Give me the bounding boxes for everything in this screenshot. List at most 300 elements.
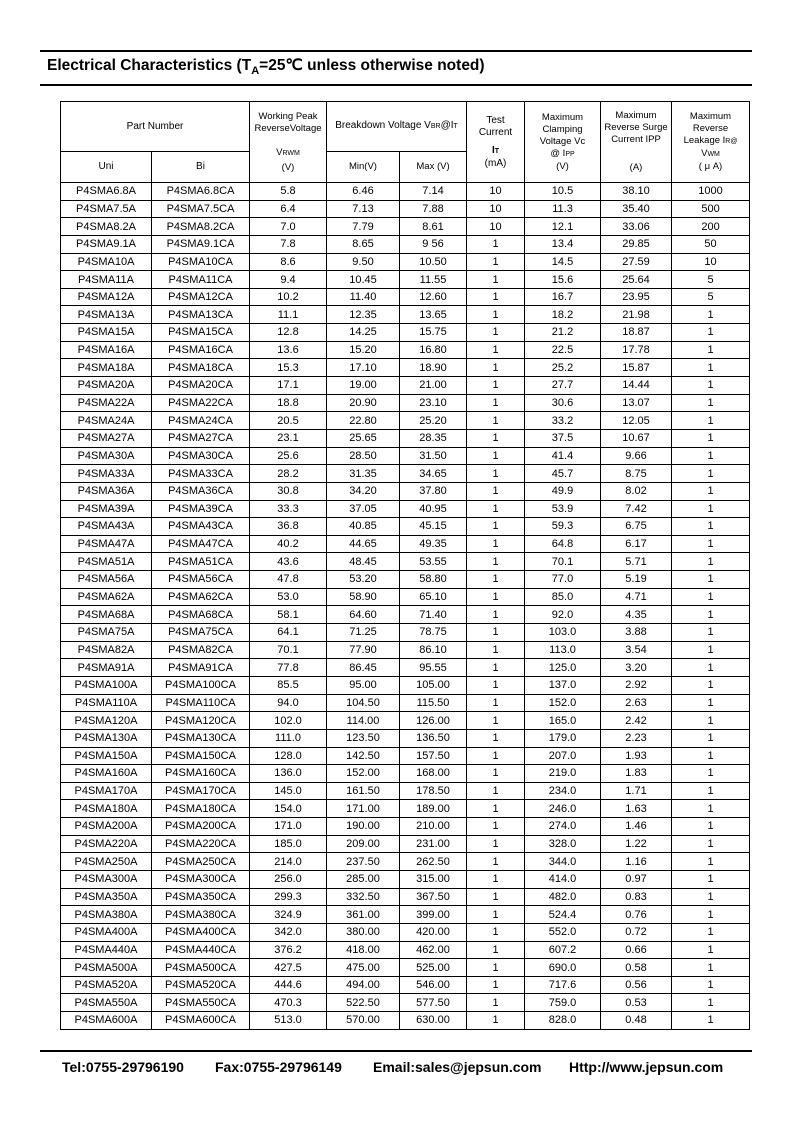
cell-breakdown-min: 380.00 — [327, 923, 400, 941]
table-row — [61, 218, 750, 236]
cell-breakdown-max: 262.50 — [400, 853, 467, 871]
cell-reverse-leakage: 1 — [672, 765, 750, 783]
cell-bi-part: P4SMA20CA — [152, 377, 250, 395]
cell-clamping-voltage: 125.0 — [525, 659, 601, 677]
table-row — [61, 923, 750, 941]
cell-uni-part: P4SMA24A — [61, 412, 152, 430]
cell-breakdown-max: 168.00 — [400, 765, 467, 783]
cell-breakdown-min: 494.00 — [327, 976, 400, 994]
cell-bi-part: P4SMA9.1CA — [152, 235, 250, 253]
table-row — [61, 324, 750, 342]
cell-breakdown-max: 7.88 — [400, 200, 467, 218]
cell-bi-part: P4SMA100CA — [152, 676, 250, 694]
header-working-peak-symbol — [250, 147, 326, 160]
cell-bi-part: P4SMA18CA — [152, 359, 250, 377]
cell-bi-part: P4SMA36CA — [152, 482, 250, 500]
cell-reverse-leakage: 1 — [672, 800, 750, 818]
header-test-line2: Current — [478, 126, 513, 138]
header-test-symbol-text: I — [491, 144, 495, 156]
cell-uni-part: P4SMA550A — [61, 994, 152, 1012]
header-breakdown-sub: BR — [430, 123, 441, 130]
cell-working-peak-voltage: 85.5 — [250, 676, 327, 694]
cell-uni-part: P4SMA20A — [61, 377, 152, 395]
cell-uni-part: P4SMA6.8A — [61, 183, 152, 201]
cell-breakdown-max: 37.80 — [400, 482, 467, 500]
cell-clamping-voltage: 53.9 — [525, 500, 601, 518]
cell-breakdown-max: 105.00 — [400, 676, 467, 694]
header-part-number — [61, 102, 250, 152]
cell-breakdown-min: 25.65 — [327, 429, 400, 447]
cell-clamping-voltage: 552.0 — [525, 923, 601, 941]
cell-breakdown-min: 14.25 — [327, 324, 400, 342]
cell-bi-part: P4SMA62CA — [152, 588, 250, 606]
table-row — [61, 500, 750, 518]
cell-test-current: 10 — [467, 200, 525, 218]
cell-surge-current: 17.78 — [601, 341, 672, 359]
cell-working-peak-voltage: 28.2 — [250, 465, 327, 483]
table-row — [61, 447, 750, 465]
cell-working-peak-voltage: 299.3 — [250, 888, 327, 906]
cell-breakdown-min: 237.50 — [327, 853, 400, 871]
cell-reverse-leakage: 1 — [672, 359, 750, 377]
table-row — [61, 994, 750, 1012]
cell-working-peak-voltage: 102.0 — [250, 712, 327, 730]
cell-clamping-voltage: 828.0 — [525, 1012, 601, 1030]
cell-clamping-voltage: 49.9 — [525, 482, 601, 500]
cell-reverse-leakage: 1 — [672, 571, 750, 589]
cell-reverse-leakage: 50 — [672, 235, 750, 253]
cell-breakdown-min: 17.10 — [327, 359, 400, 377]
cell-bi-part: P4SMA47CA — [152, 535, 250, 553]
cell-clamping-voltage: 607.2 — [525, 941, 601, 959]
table-row — [61, 606, 750, 624]
cell-clamping-voltage: 45.7 — [525, 465, 601, 483]
cell-breakdown-max: 126.00 — [400, 712, 467, 730]
cell-reverse-leakage: 1 — [672, 1012, 750, 1030]
cell-test-current: 1 — [467, 712, 525, 730]
header-working-peak-line1: Working Peak — [258, 110, 318, 122]
cell-uni-part: P4SMA56A — [61, 571, 152, 589]
cell-reverse-leakage: 1 — [672, 747, 750, 765]
cell-test-current: 1 — [467, 518, 525, 536]
cell-bi-part: P4SMA10CA — [152, 253, 250, 271]
cell-reverse-leakage: 1000 — [672, 183, 750, 201]
cell-working-peak-voltage: 128.0 — [250, 747, 327, 765]
cell-test-current: 1 — [467, 923, 525, 941]
cell-breakdown-min: 95.00 — [327, 676, 400, 694]
cell-test-current: 1 — [467, 359, 525, 377]
cell-surge-current: 0.97 — [601, 870, 672, 888]
cell-reverse-leakage: 1 — [672, 324, 750, 342]
cell-working-peak-voltage: 53.0 — [250, 588, 327, 606]
footer-rule — [40, 1050, 752, 1052]
cell-test-current: 1 — [467, 535, 525, 553]
table-row — [61, 835, 750, 853]
cell-clamping-voltage: 717.6 — [525, 976, 601, 994]
cell-working-peak-voltage: 136.0 — [250, 765, 327, 783]
cell-uni-part: P4SMA150A — [61, 747, 152, 765]
cell-breakdown-max: 95.55 — [400, 659, 467, 677]
cell-breakdown-max: 11.55 — [400, 271, 467, 289]
table-row — [61, 271, 750, 289]
cell-uni-part: P4SMA9.1A — [61, 235, 152, 253]
cell-working-peak-voltage: 36.8 — [250, 518, 327, 536]
header-working-peak-line2: ReverseVoltage — [254, 122, 322, 134]
cell-uni-part: P4SMA22A — [61, 394, 152, 412]
cell-bi-part: P4SMA150CA — [152, 747, 250, 765]
cell-bi-part: P4SMA16CA — [152, 341, 250, 359]
cell-test-current: 1 — [467, 341, 525, 359]
cell-test-current: 1 — [467, 571, 525, 589]
cell-uni-part: P4SMA33A — [61, 465, 152, 483]
cell-uni-part: P4SMA11A — [61, 271, 152, 289]
title-subscript: A — [251, 65, 260, 77]
cell-surge-current: 14.44 — [601, 377, 672, 395]
cell-clamping-voltage: 77.0 — [525, 571, 601, 589]
cell-uni-part: P4SMA30A — [61, 447, 152, 465]
cell-test-current: 1 — [467, 394, 525, 412]
cell-test-current: 1 — [467, 641, 525, 659]
cell-reverse-leakage: 1 — [672, 588, 750, 606]
header-min-label: Min(V) — [349, 161, 377, 172]
table-row — [61, 818, 750, 836]
cell-uni-part: P4SMA110A — [61, 694, 152, 712]
cell-bi-part: P4SMA11CA — [152, 271, 250, 289]
cell-clamping-voltage: 219.0 — [525, 765, 601, 783]
header-working-peak-unit: (V) — [281, 161, 295, 173]
cell-surge-current: 38.10 — [601, 183, 672, 201]
cell-working-peak-voltage: 33.3 — [250, 500, 327, 518]
cell-surge-current: 0.58 — [601, 959, 672, 977]
cell-breakdown-min: 19.00 — [327, 377, 400, 395]
cell-breakdown-max: 115.50 — [400, 694, 467, 712]
table-row — [61, 518, 750, 536]
cell-uni-part: P4SMA91A — [61, 659, 152, 677]
cell-breakdown-max: 25.20 — [400, 412, 467, 430]
cell-reverse-leakage: 1 — [672, 835, 750, 853]
cell-breakdown-max: 420.00 — [400, 923, 467, 941]
cell-bi-part: P4SMA22CA — [152, 394, 250, 412]
table-row — [61, 765, 750, 783]
cell-clamping-voltage: 152.0 — [525, 694, 601, 712]
cell-uni-part: P4SMA100A — [61, 676, 152, 694]
cell-working-peak-voltage: 427.5 — [250, 959, 327, 977]
cell-test-current: 1 — [467, 870, 525, 888]
cell-breakdown-max: 630.00 — [400, 1012, 467, 1030]
cell-reverse-leakage: 1 — [672, 923, 750, 941]
top-rule — [40, 50, 752, 52]
table-row — [61, 588, 750, 606]
cell-uni-part: P4SMA200A — [61, 818, 152, 836]
table-row — [61, 870, 750, 888]
header-leak-line3-prefix: Leakage I — [683, 135, 726, 146]
cell-surge-current: 29.85 — [601, 235, 672, 253]
cell-bi-part: P4SMA75CA — [152, 624, 250, 642]
cell-breakdown-max: 210.00 — [400, 818, 467, 836]
cell-working-peak-voltage: 470.3 — [250, 994, 327, 1012]
cell-surge-current: 1.63 — [601, 800, 672, 818]
cell-working-peak-voltage: 23.1 — [250, 429, 327, 447]
cell-clamping-voltage: 33.2 — [525, 412, 601, 430]
cell-bi-part: P4SMA91CA — [152, 659, 250, 677]
cell-breakdown-max: 40.95 — [400, 500, 467, 518]
cell-clamping-voltage: 524.4 — [525, 906, 601, 924]
table-row — [61, 782, 750, 800]
cell-clamping-voltage: 30.6 — [525, 394, 601, 412]
cell-working-peak-voltage: 376.2 — [250, 941, 327, 959]
cell-test-current: 1 — [467, 606, 525, 624]
cell-surge-current: 1.71 — [601, 782, 672, 800]
header-clamp-unit: (V) — [556, 160, 569, 172]
cell-surge-current: 2.92 — [601, 676, 672, 694]
header-max-label: Max (V) — [416, 161, 450, 172]
cell-working-peak-voltage: 8.6 — [250, 253, 327, 271]
cell-breakdown-max: 21.00 — [400, 377, 467, 395]
cell-clamping-voltage: 414.0 — [525, 870, 601, 888]
cell-reverse-leakage: 10 — [672, 253, 750, 271]
cell-breakdown-min: 114.00 — [327, 712, 400, 730]
cell-test-current: 1 — [467, 235, 525, 253]
cell-test-current: 10 — [467, 218, 525, 236]
cell-clamping-voltage: 165.0 — [525, 712, 601, 730]
cell-test-current: 1 — [467, 782, 525, 800]
cell-bi-part: P4SMA13CA — [152, 306, 250, 324]
cell-breakdown-max: 546.00 — [400, 976, 467, 994]
cell-clamping-voltage: 10.5 — [525, 183, 601, 201]
cell-bi-part: P4SMA24CA — [152, 412, 250, 430]
cell-reverse-leakage: 1 — [672, 853, 750, 871]
cell-test-current: 1 — [467, 271, 525, 289]
cell-test-current: 1 — [467, 588, 525, 606]
cell-clamping-voltage: 16.7 — [525, 288, 601, 306]
cell-breakdown-min: 570.00 — [327, 1012, 400, 1030]
cell-surge-current: 4.71 — [601, 588, 672, 606]
cell-surge-current: 3.88 — [601, 624, 672, 642]
cell-bi-part: P4SMA8.2CA — [152, 218, 250, 236]
cell-uni-part: P4SMA500A — [61, 959, 152, 977]
cell-surge-current: 2.23 — [601, 729, 672, 747]
cell-surge-current: 3.54 — [601, 641, 672, 659]
cell-working-peak-voltage: 256.0 — [250, 870, 327, 888]
table-row — [61, 235, 750, 253]
cell-breakdown-max: 28.35 — [400, 429, 467, 447]
cell-test-current: 1 — [467, 288, 525, 306]
table-row — [61, 571, 750, 589]
cell-reverse-leakage: 1 — [672, 624, 750, 642]
cell-bi-part: P4SMA440CA — [152, 941, 250, 959]
cell-reverse-leakage: 1 — [672, 659, 750, 677]
cell-uni-part: P4SMA520A — [61, 976, 152, 994]
cell-clamping-voltage: 92.0 — [525, 606, 601, 624]
cell-bi-part: P4SMA550CA — [152, 994, 250, 1012]
cell-test-current: 1 — [467, 800, 525, 818]
header-bi-label: Bi — [196, 161, 205, 172]
table-row — [61, 465, 750, 483]
cell-reverse-leakage: 1 — [672, 518, 750, 536]
header-leak-line4-prefix: V — [701, 148, 708, 159]
table-row — [61, 377, 750, 395]
cell-surge-current: 2.42 — [601, 712, 672, 730]
cell-breakdown-max: 367.50 — [400, 888, 467, 906]
cell-test-current: 1 — [467, 729, 525, 747]
cell-reverse-leakage: 1 — [672, 447, 750, 465]
cell-uni-part: P4SMA350A — [61, 888, 152, 906]
header-reverse-leakage — [672, 102, 750, 183]
header-leak-unit: ( μ A) — [698, 161, 723, 172]
cell-bi-part: P4SMA120CA — [152, 712, 250, 730]
table-row — [61, 1012, 750, 1030]
header-test-current — [467, 102, 525, 183]
header-leak-line4-sub: WM — [707, 151, 720, 158]
cell-uni-part: P4SMA75A — [61, 624, 152, 642]
cell-uni-part: P4SMA10A — [61, 253, 152, 271]
cell-breakdown-max: 13.65 — [400, 306, 467, 324]
header-working-peak-symbol-text: V — [276, 146, 283, 158]
cell-working-peak-voltage: 324.9 — [250, 906, 327, 924]
cell-breakdown-min: 9.50 — [327, 253, 400, 271]
cell-surge-current: 27.59 — [601, 253, 672, 271]
cell-breakdown-min: 190.00 — [327, 818, 400, 836]
table-row — [61, 183, 750, 201]
cell-working-peak-voltage: 12.8 — [250, 324, 327, 342]
cell-breakdown-min: 37.05 — [327, 500, 400, 518]
cell-test-current: 1 — [467, 465, 525, 483]
cell-breakdown-max: 315.00 — [400, 870, 467, 888]
cell-breakdown-min: 8.65 — [327, 235, 400, 253]
cell-breakdown-max: 53.55 — [400, 553, 467, 571]
header-uni — [61, 152, 152, 183]
table-row — [61, 906, 750, 924]
header-leak-line4 — [672, 148, 749, 161]
cell-breakdown-min: 7.13 — [327, 200, 400, 218]
cell-test-current: 1 — [467, 676, 525, 694]
cell-working-peak-voltage: 15.3 — [250, 359, 327, 377]
cell-test-current: 1 — [467, 906, 525, 924]
cell-test-current: 1 — [467, 959, 525, 977]
cell-uni-part: P4SMA8.2A — [61, 218, 152, 236]
cell-reverse-leakage: 1 — [672, 465, 750, 483]
cell-bi-part: P4SMA350CA — [152, 888, 250, 906]
cell-clamping-voltage: 37.5 — [525, 429, 601, 447]
cell-uni-part: P4SMA51A — [61, 553, 152, 571]
cell-breakdown-min: 475.00 — [327, 959, 400, 977]
cell-bi-part: P4SMA380CA — [152, 906, 250, 924]
cell-working-peak-voltage: 13.6 — [250, 341, 327, 359]
cell-working-peak-voltage: 30.8 — [250, 482, 327, 500]
header-test-symbol-sub: T — [494, 147, 500, 155]
cell-bi-part: P4SMA220CA — [152, 835, 250, 853]
cell-reverse-leakage: 200 — [672, 218, 750, 236]
cell-breakdown-max: 16.80 — [400, 341, 467, 359]
cell-bi-part: P4SMA15CA — [152, 324, 250, 342]
cell-bi-part: P4SMA180CA — [152, 800, 250, 818]
table-row — [61, 553, 750, 571]
cell-breakdown-max: 78.75 — [400, 624, 467, 642]
cell-uni-part: P4SMA400A — [61, 923, 152, 941]
cell-reverse-leakage: 1 — [672, 694, 750, 712]
cell-clamping-voltage: 274.0 — [525, 818, 601, 836]
cell-bi-part: P4SMA56CA — [152, 571, 250, 589]
cell-surge-current: 6.75 — [601, 518, 672, 536]
cell-clamping-voltage: 22.5 — [525, 341, 601, 359]
header-test-unit: (mA) — [484, 157, 507, 169]
cell-surge-current: 0.66 — [601, 941, 672, 959]
cell-bi-part: P4SMA200CA — [152, 818, 250, 836]
cell-reverse-leakage: 1 — [672, 553, 750, 571]
cell-breakdown-max: 71.40 — [400, 606, 467, 624]
cell-test-current: 1 — [467, 941, 525, 959]
table-row — [61, 482, 750, 500]
cell-uni-part: P4SMA250A — [61, 853, 152, 871]
header-working-peak — [250, 102, 327, 183]
cell-working-peak-voltage: 513.0 — [250, 1012, 327, 1030]
cell-clamping-voltage: 15.6 — [525, 271, 601, 289]
header-clamp-line4-prefix: @ I — [550, 147, 566, 159]
cell-breakdown-min: 31.35 — [327, 465, 400, 483]
table-row — [61, 535, 750, 553]
table-row — [61, 694, 750, 712]
cell-surge-current: 21.98 — [601, 306, 672, 324]
cell-breakdown-min: 77.90 — [327, 641, 400, 659]
table-row — [61, 747, 750, 765]
cell-test-current: 1 — [467, 500, 525, 518]
footer-fax: Fax:0755-29796149 — [215, 1059, 342, 1075]
cell-bi-part: P4SMA6.8CA — [152, 183, 250, 201]
cell-reverse-leakage: 1 — [672, 906, 750, 924]
cell-breakdown-min: 142.50 — [327, 747, 400, 765]
cell-bi-part: P4SMA250CA — [152, 853, 250, 871]
cell-breakdown-min: 209.00 — [327, 835, 400, 853]
table-row — [61, 359, 750, 377]
cell-test-current: 1 — [467, 412, 525, 430]
cell-reverse-leakage: 1 — [672, 994, 750, 1012]
electrical-characteristics-table — [60, 101, 750, 1030]
cell-working-peak-voltage: 214.0 — [250, 853, 327, 871]
cell-clamping-voltage: 103.0 — [525, 624, 601, 642]
cell-working-peak-voltage: 77.8 — [250, 659, 327, 677]
cell-test-current: 1 — [467, 253, 525, 271]
cell-breakdown-max: 86.10 — [400, 641, 467, 659]
cell-clamping-voltage: 113.0 — [525, 641, 601, 659]
cell-clamping-voltage: 179.0 — [525, 729, 601, 747]
cell-breakdown-min: 332.50 — [327, 888, 400, 906]
cell-surge-current: 25.64 — [601, 271, 672, 289]
table-row — [61, 429, 750, 447]
title-prefix: Electrical Characteristics (T — [47, 57, 252, 74]
table-header — [61, 102, 750, 183]
cell-test-current: 1 — [467, 694, 525, 712]
cell-test-current: 1 — [467, 553, 525, 571]
cell-breakdown-max: 10.50 — [400, 253, 467, 271]
cell-breakdown-min: 20.90 — [327, 394, 400, 412]
cell-breakdown-min: 418.00 — [327, 941, 400, 959]
cell-breakdown-min: 522.50 — [327, 994, 400, 1012]
table-row — [61, 288, 750, 306]
cell-breakdown-max: 34.65 — [400, 465, 467, 483]
cell-breakdown-max: 31.50 — [400, 447, 467, 465]
cell-breakdown-max: 8.61 — [400, 218, 467, 236]
cell-surge-current: 18.87 — [601, 324, 672, 342]
cell-working-peak-voltage: 154.0 — [250, 800, 327, 818]
cell-surge-current: 1.83 — [601, 765, 672, 783]
table-row — [61, 712, 750, 730]
cell-bi-part: P4SMA43CA — [152, 518, 250, 536]
cell-reverse-leakage: 1 — [672, 676, 750, 694]
cell-working-peak-voltage: 5.8 — [250, 183, 327, 201]
cell-bi-part: P4SMA520CA — [152, 976, 250, 994]
cell-breakdown-max: 58.80 — [400, 571, 467, 589]
cell-uni-part: P4SMA7.5A — [61, 200, 152, 218]
